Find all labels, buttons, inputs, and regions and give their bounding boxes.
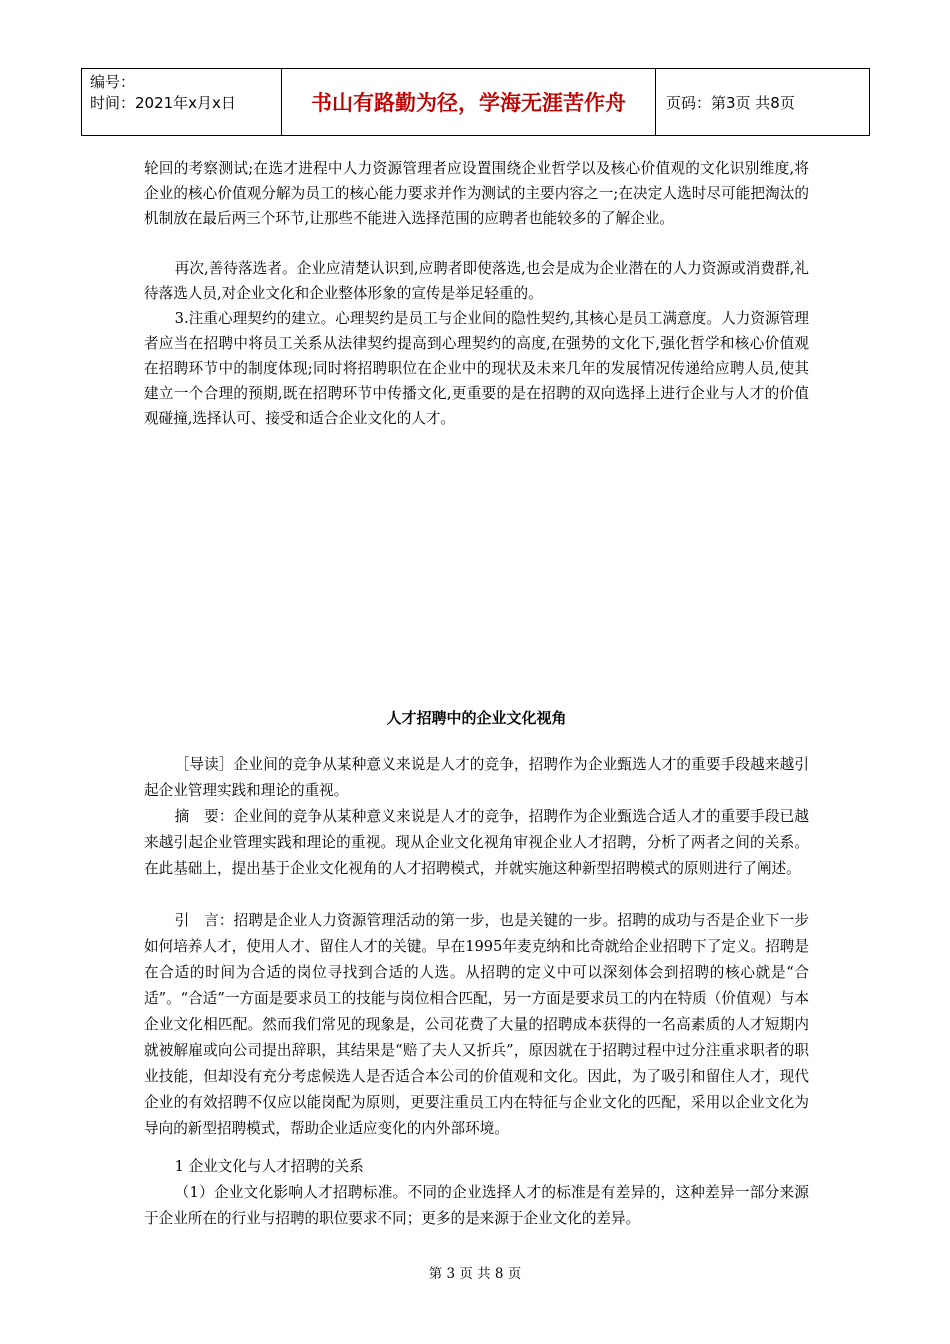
header-info-cell [82, 69, 282, 135]
preface-paragraph: 引 言：招聘是企业人力资源管理活动的第一步，也是关键的一步。招聘的成功与否是企业下一步如何培养人才，使用人才、留住人才的关键。早在1995年麦克纳和比奇就给企业招聘下了定义。招聘是在合适的时间为合适的岗位寻找到合适的人选。从招聘的定义中可以深刻体会到招聘的核心就是“合适”。“合适”一方面是要求员工的技能与岗位相合匹配，另一方面是要求员工的内在特质（价值观）与本企业文化相匹配。然而我们常见的现象是，公司花费了大量的招聘成本获得的一名高素质的人才短期内就被解雇或向公司提出辞职，其结果是“赔了夫人又折兵”，原因就在于招聘过程中过分注重求职者的职业技能，但却没有充分考虑候选人是否适合本公司的价值观和文化。因此，为了吸引和留住人才，现代企业的有效招聘不仅应以能岗配为原则，更要注重员工内在特征与企业文化的匹配，采用以企业文化为导向的新型招聘模式，帮助企业适应变化的内外部环境。 [144, 912, 809, 1137]
header-page-label: 页码：第3页 共8页 [666, 93, 795, 112]
paragraph: （1）企业文化影响人才招聘标准。不同的企业选择人才的标准是有差异的，这种差异一部分来源于企业所在的行业与招聘的职位要求不同；更多的是来源于企业文化的差异。 [144, 1184, 809, 1227]
intro-paragraph: ［导读］企业间的竞争从某种意义来说是人才的竞争，招聘作为企业甄选人才的重要手段越来越引起企业管理实践和理论的重视。 [144, 756, 809, 799]
paragraph: 再次,善待落选者。企业应清楚认识到,应聘者即使落选,也会是成为企业潜在的人力资源或消费群,礼待落选人员,对企业文化和企业整体形象的宣传是举足轻重的。 [144, 260, 809, 302]
abstract-paragraph: 摘 要：企业间的竞争从某种意义来说是人才的竞争，招聘作为企业甄选合适人才的重要手段已越来越引起企业管理实践和理论的重视。现从企业文化视角审视企业人才招聘，分析了两者之间的关系。在此基础上，提出基于企业文化视角的人才招聘模式，并就实施这种新型招聘模式的原则进行了阐述。 [144, 808, 809, 877]
page-footer: 第 3 页 共 8 页 [428, 1266, 522, 1282]
header-table [81, 68, 870, 136]
serial-label: 编号： [90, 73, 136, 91]
date-label: 时间：2021年x月x日 [90, 94, 236, 112]
section-heading: 1 企业文化与人才招聘的关系 [174, 1158, 364, 1175]
paragraph: 轮回的考察测试;在选才进程中人力资源管理者应设置围绕企业哲学以及核心价值观的文化识别维度,将企业的核心价值观分解为员工的核心能力要求并作为测试的主要内容之一;在决定人选时尽可能把淘汰的机制放在最后两三个环节,让那些不能进入选择范围的应聘者也能较多的了解企业。 [144, 160, 809, 227]
paragraph: 3.注重心理契约的建立。心理契约是员工与企业间的隐性契约,其核心是员工满意度。人力资源管理者应当在招聘中将员工关系从法律契约提高到心理契约的高度,在强势的文化下,强化哲学和核心价值观在招聘环节中的制度体现;同时将招聘职位在企业中的现状及未来几年的发展情况传递给应聘人员,使其建立一个合理的预期,既在招聘环节中传播文化,更重要的是在招聘的双向选择上进行企业与人才的价值观碰撞,选择认可、接受和适合企业文化的人才。 [144, 310, 809, 427]
article-title: 人才招聘中的企业文化视角 [386, 709, 567, 727]
header-motto: 书山有路勤为径，学海无涯苦作舟 [282, 69, 656, 135]
